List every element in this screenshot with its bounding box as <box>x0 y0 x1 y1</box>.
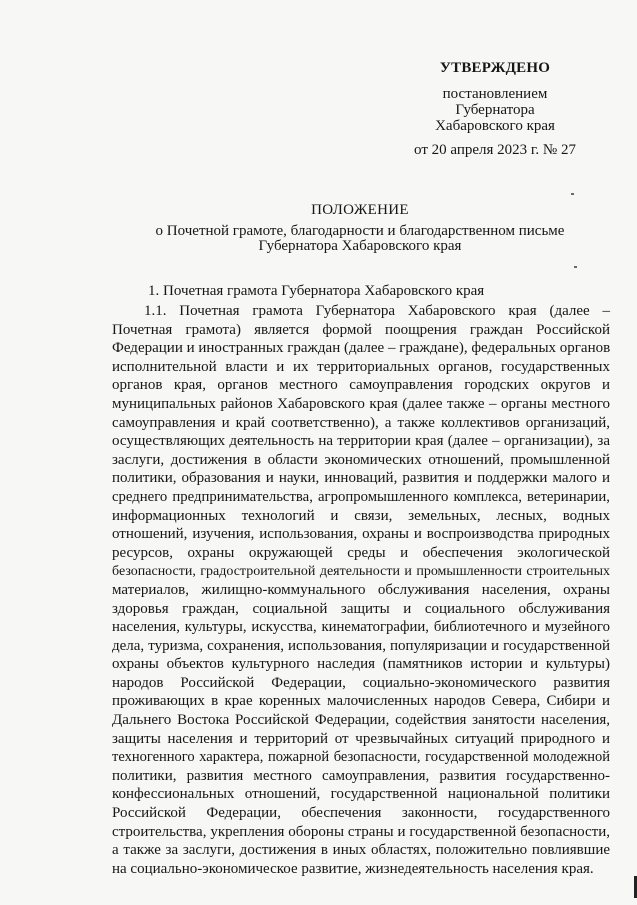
paragraph-line-text: здоровья граждан, социальной защиты и социального обслуживания <box>112 600 610 617</box>
paragraph-line <box>112 432 610 451</box>
paragraph-line <box>112 711 610 730</box>
paragraph-line-text: заслуги, достижения в области экономических отношений, промышленной <box>112 451 610 468</box>
paragraph-line-text: населения, культуры, искусства, кинематографии, библиотечного и музейного <box>112 619 610 636</box>
paragraph-line <box>112 600 610 619</box>
paragraph-line <box>112 358 610 377</box>
paragraph-line-text: дела, туризма, сохранения, использования, популяризации и государственной <box>112 637 610 654</box>
paragraph-line-text: ресурсов, охраны окружающей среды и обеспечения экологической <box>112 544 610 561</box>
paragraph-line-text: проживающих в крае коренных малочисленных народов Севера, Сибири и <box>112 693 610 710</box>
paragraph-line <box>112 730 610 749</box>
paragraph-line-text: конфессиональных отношений, государственной национальной политики <box>112 786 610 803</box>
document-subtitle-line: о Почетной грамоте, благодарности и благодарственном письме <box>155 223 565 239</box>
paragraph-line <box>112 655 610 674</box>
paragraph-line <box>112 618 610 637</box>
paragraph-line <box>112 841 610 860</box>
paragraph-line-text: органов края, органов местного самоуправления городских округов и <box>112 377 610 394</box>
paragraph-line <box>112 525 610 544</box>
approval-date: от 20 апреля 2023 г. № 27 <box>414 142 576 158</box>
section-title: 1. Почетная грамота Губернатора Хабаровского края <box>148 283 485 299</box>
paragraph-line <box>112 860 610 879</box>
paragraph-line <box>112 507 610 526</box>
paragraph-line <box>112 376 610 395</box>
paragraph-line-text: Российской Федерации, обеспечения законности, государственного <box>112 805 610 822</box>
paragraph-line-text: защиты населения и территорий от чрезвычайных ситуаций природного и <box>112 730 610 747</box>
document-heading <box>100 203 620 254</box>
approval-line: Хабаровского края <box>435 118 555 134</box>
paragraph-line-text: среднего предпринимательства, агропромышленного комплекса, ветеринарии, <box>112 488 610 505</box>
paragraph-line-text: материалов, жилищно-коммунального обслуживания населения, охраны <box>112 581 610 598</box>
paragraph-line <box>112 544 610 563</box>
paragraph-line <box>112 562 610 581</box>
paragraph-line <box>112 395 610 414</box>
paragraph-line <box>112 748 610 767</box>
scan-speck <box>574 266 577 268</box>
paragraph-line-text: на социально-экономическое развитие, жизнедеятельность населения края. <box>112 860 594 877</box>
paragraph-line-text: народов Российской Федерации, социально-экономического развития <box>112 674 610 691</box>
paragraph-line-text: исполнительной власти и их территориальных органов, государственных <box>112 358 610 375</box>
paragraph-line <box>112 321 610 340</box>
paragraph-line <box>112 414 610 433</box>
paragraph-line <box>112 488 610 507</box>
approval-title: УТВЕРЖДЕНО <box>439 60 551 76</box>
paragraph-line <box>112 637 610 656</box>
document-title: ПОЛОЖЕНИЕ <box>311 202 409 218</box>
paragraph-line <box>112 581 610 600</box>
paragraph-line-text: 1.1. Почетная грамота Губернатора Хабаровского края (далее – <box>144 303 610 319</box>
paragraph-line-text: самоуправления и край соответственно), а также коллективов организаций, <box>112 414 610 431</box>
scan-speck <box>571 193 574 195</box>
paragraph-line <box>112 302 610 321</box>
approval-line: постановлением <box>442 86 548 102</box>
paragraph-line-text: охраны объектов культурного наследия (памятников истории и культуры) <box>112 656 610 673</box>
approval-line: Губернатора <box>455 102 535 118</box>
paragraph-line-text: техногенного характера, пожарной безопасности, государственной молодежной <box>112 749 610 766</box>
paragraph-line <box>112 674 610 693</box>
paragraph-line <box>112 767 610 786</box>
paragraph-line <box>112 785 610 804</box>
paragraph-line <box>112 823 610 842</box>
paragraph-line <box>112 804 610 823</box>
paragraph-line-text: строительства, укрепления обороны страны и государственной безопасности, <box>112 823 610 840</box>
paragraph-line-text: Дальнего Востока Российской Федерации, содействия занятости населения, <box>112 712 610 729</box>
paragraph-line-text: политики, образования и науки, инноваций, развития и поддержки малого и <box>112 470 610 487</box>
document-subtitle-line: Губернатора Хабаровского края <box>258 238 462 254</box>
paragraph-line <box>112 451 610 470</box>
paragraph-line-text: а также за заслуги, достижения в иных областях, положительно повлиявшие <box>112 842 610 859</box>
paragraph-line-text: политики, развития местного самоуправления, развития государственно- <box>112 767 610 784</box>
paragraph-line-text: Федерации и иностранных граждан (далее – граждане), федеральных органов <box>112 340 611 357</box>
section-body <box>112 302 610 878</box>
paragraph-line-text: Почетная грамота) является формой поощрения граждан Российской <box>112 321 610 338</box>
approval-stamp <box>400 60 590 158</box>
paragraph-line-text: отношений, изучения, использования, охраны и воспроизводства природных <box>112 526 610 543</box>
paragraph-line-text: муниципальных районов Хабаровского края (далее также – органы местного <box>112 395 610 412</box>
paragraph-line <box>112 339 610 358</box>
paragraph-line <box>112 692 610 711</box>
paragraph-line-text: информационных технологий и связи, земельных, лесных, водных <box>112 507 610 524</box>
paragraph-line-text: осуществляющих деятельность на территории края (далее – организации), за <box>112 433 610 450</box>
paragraph-line <box>112 469 610 488</box>
paragraph-line-text: безопасности, градостроительной деятельности и промышленности строительных <box>112 564 610 580</box>
